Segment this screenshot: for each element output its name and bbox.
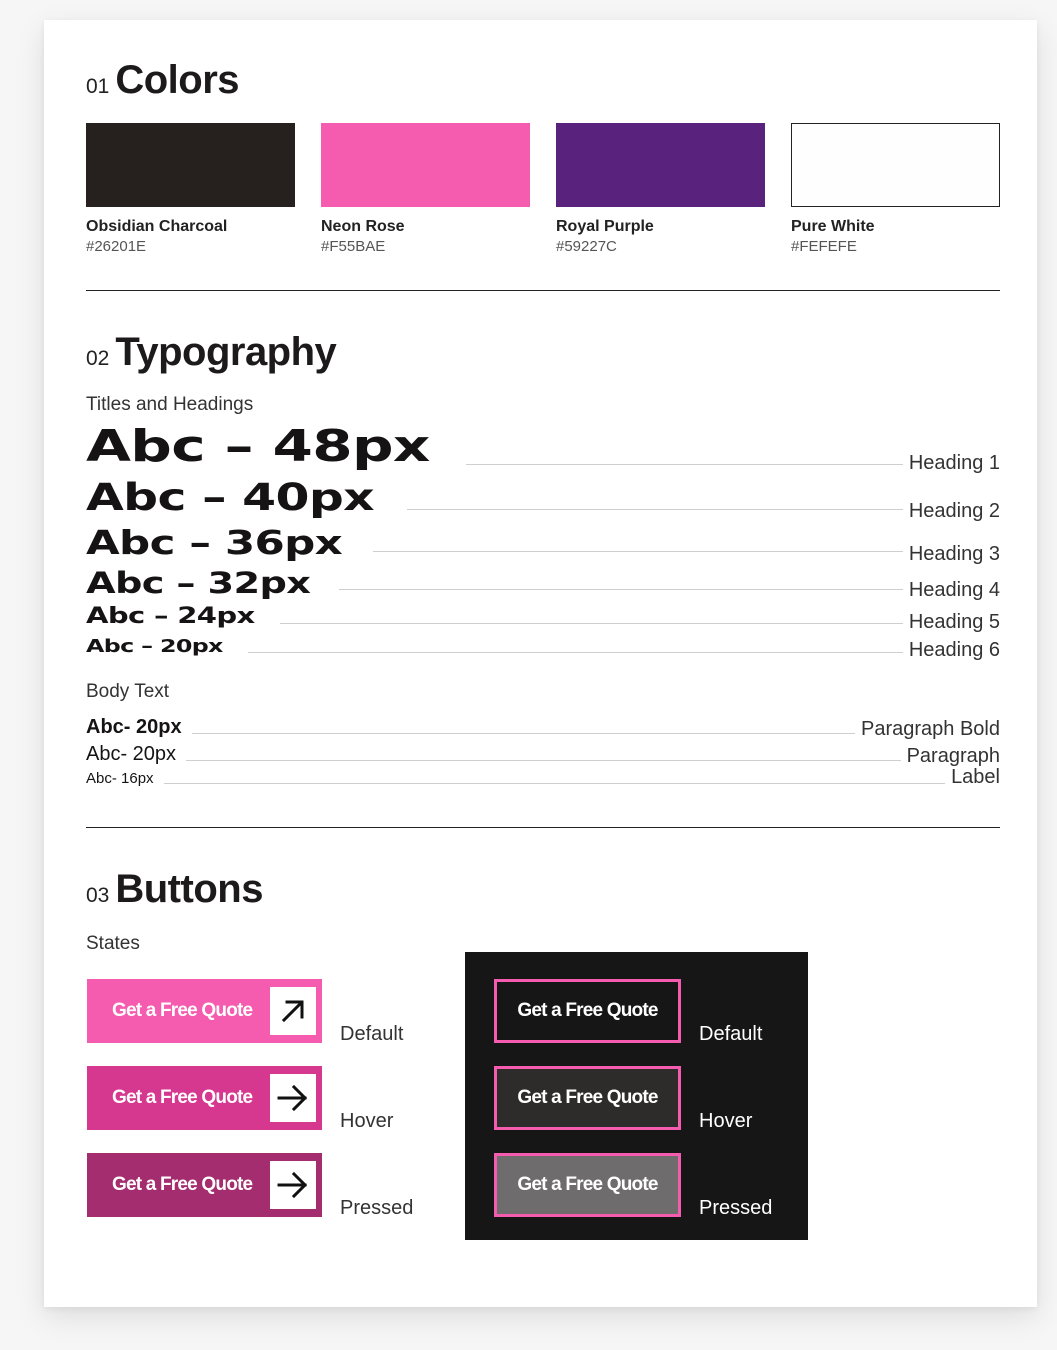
heading-4-row <box>86 564 1000 600</box>
guide-line <box>373 551 903 552</box>
typography-section-title <box>86 330 336 375</box>
guide-line <box>339 589 903 590</box>
heading-label: Heading 2 <box>908 500 1000 522</box>
section-heading: Colors <box>115 58 240 102</box>
swatch-name: Obsidian Charcoal <box>86 218 228 235</box>
guide-line <box>192 733 855 734</box>
body-sample: Abc- 20px <box>86 716 182 738</box>
heading-label: Heading 6 <box>908 639 1000 661</box>
quote-button-dark-pressed[interactable] <box>494 1153 681 1217</box>
section-divider <box>86 827 1000 828</box>
state-label: Hover <box>699 1110 753 1132</box>
guide-line <box>280 623 903 624</box>
guide-line <box>164 783 946 784</box>
quote-button-pressed[interactable] <box>87 1153 322 1217</box>
state-label: Pressed <box>340 1197 414 1219</box>
heading-1-row <box>86 420 1000 472</box>
section-number: 01 <box>86 75 110 98</box>
section-number: 03 <box>86 884 110 907</box>
swatch-obsidian-charcoal <box>86 123 295 207</box>
swatch-hex: #FEFEFE <box>791 238 857 255</box>
colors-section-title <box>86 58 239 103</box>
swatch-hex: #59227C <box>556 238 617 255</box>
body-sample: Abc- 16px <box>86 770 154 787</box>
section-heading: Buttons <box>115 867 263 911</box>
heading-label: Heading 3 <box>908 543 1000 565</box>
heading-3-row <box>86 522 1000 565</box>
button-label: Get a Free Quote <box>517 1000 658 1021</box>
titles-headings-label: Titles and Headings <box>86 394 254 415</box>
paragraph-row <box>86 741 1000 765</box>
states-label: States <box>86 933 140 954</box>
heading-sample: Abc – 32px <box>86 566 311 600</box>
state-label: Default <box>340 1023 404 1045</box>
swatch-pure-white <box>791 123 1000 207</box>
heading-label: Heading 4 <box>908 579 1000 601</box>
section-number: 02 <box>86 347 110 370</box>
arrow-right-icon <box>270 1074 316 1122</box>
section-heading: Typography <box>115 330 337 374</box>
swatch-royal-purple <box>556 123 765 207</box>
heading-sample: Abc – 36px <box>86 523 343 562</box>
quote-button-hover[interactable] <box>87 1066 322 1130</box>
heading-sample: Abc – 24px <box>86 604 255 629</box>
label-row <box>86 768 1000 788</box>
dark-button-panel <box>465 952 808 1240</box>
heading-6-row <box>86 632 1000 661</box>
body-label: Paragraph Bold <box>861 718 1000 740</box>
swatch-name: Pure White <box>791 218 875 235</box>
arrow-up-right-icon <box>270 987 316 1035</box>
body-label: Label <box>951 766 1000 788</box>
body-sample: Abc- 20px <box>86 743 177 765</box>
heading-label: Heading 1 <box>908 452 1000 474</box>
heading-5-row <box>86 602 1000 633</box>
paragraph-bold-row <box>86 714 1000 738</box>
guide-line <box>186 760 901 761</box>
button-label: Get a Free Quote <box>517 1087 658 1108</box>
section-divider <box>86 290 1000 291</box>
swatch-hex: #F55BAE <box>321 238 386 255</box>
guide-line <box>248 652 903 653</box>
body-label: Paragraph <box>906 745 1000 767</box>
heading-sample: Abc – 20px <box>86 636 223 657</box>
state-label: Pressed <box>699 1197 773 1219</box>
quote-button-default[interactable] <box>87 979 322 1043</box>
body-text-label: Body Text <box>86 681 170 702</box>
swatch-name: Neon Rose <box>321 218 405 235</box>
button-label: Get a Free Quote <box>112 1174 253 1195</box>
button-label: Get a Free Quote <box>112 1000 253 1021</box>
quote-button-dark-hover[interactable] <box>494 1066 681 1130</box>
style-guide-sheet <box>44 20 1037 1307</box>
heading-label: Heading 5 <box>908 611 1000 633</box>
buttons-section-title <box>86 867 263 912</box>
button-label: Get a Free Quote <box>517 1174 658 1195</box>
swatch-hex: #26201E <box>86 238 147 255</box>
heading-sample: Abc – 40px <box>86 476 374 519</box>
state-label: Default <box>699 1023 763 1045</box>
state-label: Hover <box>340 1110 394 1132</box>
heading-2-row <box>86 474 1000 520</box>
arrow-right-icon <box>270 1161 316 1209</box>
swatch-name: Royal Purple <box>556 218 654 235</box>
swatch-neon-rose <box>321 123 530 207</box>
quote-button-dark-default[interactable] <box>494 979 681 1043</box>
heading-sample: Abc – 48px <box>86 421 430 472</box>
button-label: Get a Free Quote <box>112 1087 253 1108</box>
